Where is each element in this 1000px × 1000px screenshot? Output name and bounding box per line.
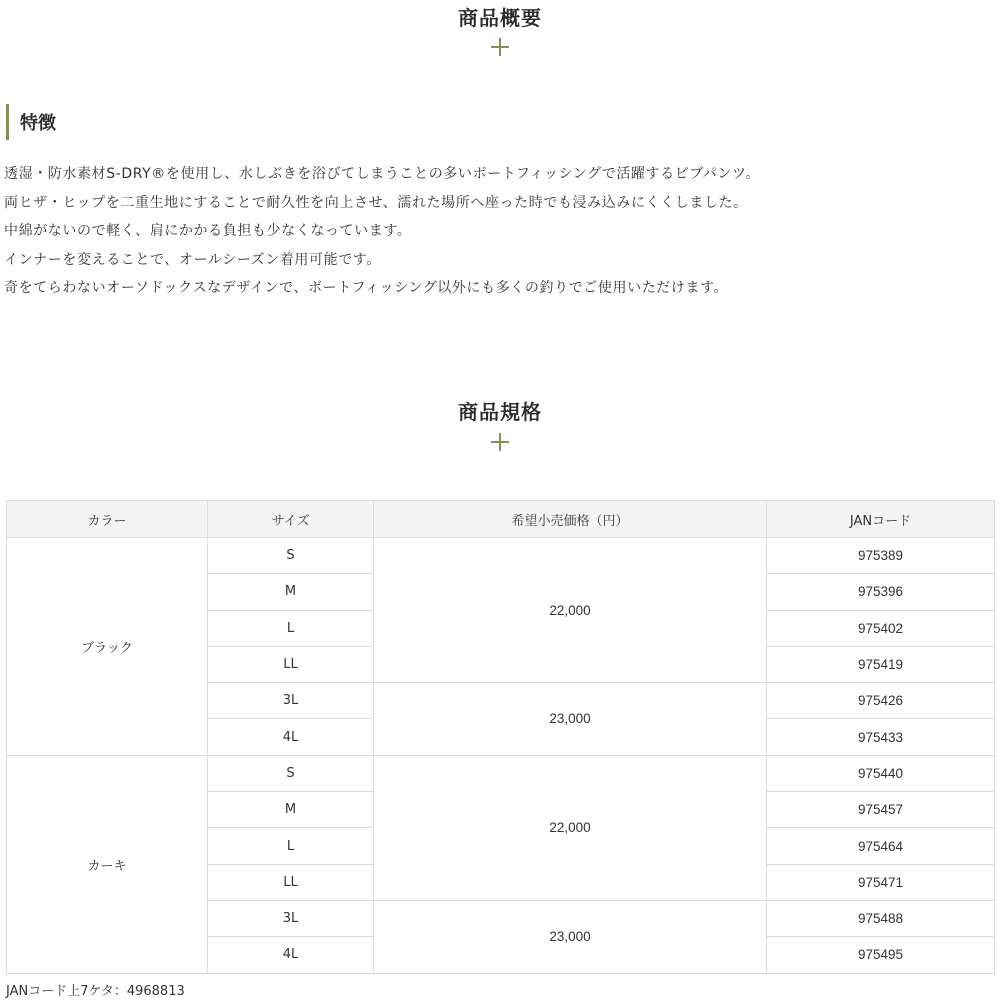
size-cell: S	[208, 538, 374, 574]
header-size: サイズ	[208, 501, 374, 538]
size-cell: 3L	[208, 683, 374, 719]
header-color: カラー	[7, 501, 208, 538]
header-price: 希望小売価格（円）	[374, 501, 767, 538]
size-cell: M	[208, 574, 374, 610]
size-cell: LL	[208, 646, 374, 682]
table-row	[7, 755, 995, 791]
jan-cell: 975440	[767, 755, 995, 791]
jan-cell: 975426	[767, 683, 995, 719]
feature-line: 両ヒザ・ヒップを二重生地にすることで耐久性を向上させ、濡れた場所へ座った時でも浸み込みにくくしました。	[4, 194, 748, 211]
accent-bar	[6, 104, 9, 140]
price-cell: 23,000	[374, 900, 767, 973]
size-cell: S	[208, 755, 374, 791]
size-cell: LL	[208, 864, 374, 900]
feature-text	[4, 160, 760, 303]
size-cell: 4L	[208, 719, 374, 755]
jan-cell: 975471	[767, 864, 995, 900]
jan-cell: 975402	[767, 610, 995, 646]
price-cell: 22,000	[374, 755, 767, 900]
price-cell: 23,000	[374, 683, 767, 756]
feature-line: 透湿・防水素材S-DRY®を使用し、水しぶきを浴びてしまうことの多いボートフィッシングで活躍するビブパンツ。	[4, 166, 761, 182]
feature-line: 奇をてらわないオーソドックスなデザインで、ボートフィッシング以外にも多くの釣りでご使用いただけます。	[4, 280, 729, 296]
price-cell: 22,000	[374, 538, 767, 683]
table-header-row	[7, 501, 995, 538]
feature-line: インナーを変えることで、オールシーズン着用可能です。	[4, 251, 381, 268]
jan-cell: 975464	[767, 828, 995, 864]
jan-cell: 975389	[767, 538, 995, 574]
size-cell: 3L	[208, 900, 374, 936]
jan-cell: 975457	[767, 792, 995, 828]
jan-prefix-note: JANコード上7ケタ：4968813	[6, 984, 185, 999]
jan-cell: 975396	[767, 574, 995, 610]
color-cell: カーキ	[7, 755, 208, 973]
size-cell: M	[208, 792, 374, 828]
overview-title: 商品概要	[458, 6, 542, 30]
header-jan: JANコード	[767, 501, 995, 538]
jan-cell: 975419	[767, 646, 995, 682]
plus-icon	[491, 433, 509, 451]
feature-heading-label: 特徴	[20, 113, 56, 134]
table-row	[7, 538, 995, 574]
feature-line: 中綿がないので軽く、肩にかかる負担も少なくなっています。	[4, 223, 412, 239]
jan-cell: 975488	[767, 900, 995, 936]
size-cell: L	[208, 610, 374, 646]
feature-heading	[6, 104, 56, 140]
jan-cell: 975433	[767, 719, 995, 755]
jan-cell: 975495	[767, 937, 995, 973]
plus-icon	[491, 38, 509, 56]
color-cell: ブラック	[7, 538, 208, 756]
size-cell: 4L	[208, 937, 374, 973]
specs-title: 商品規格	[458, 400, 542, 424]
size-cell: L	[208, 828, 374, 864]
spec-table	[6, 500, 995, 974]
